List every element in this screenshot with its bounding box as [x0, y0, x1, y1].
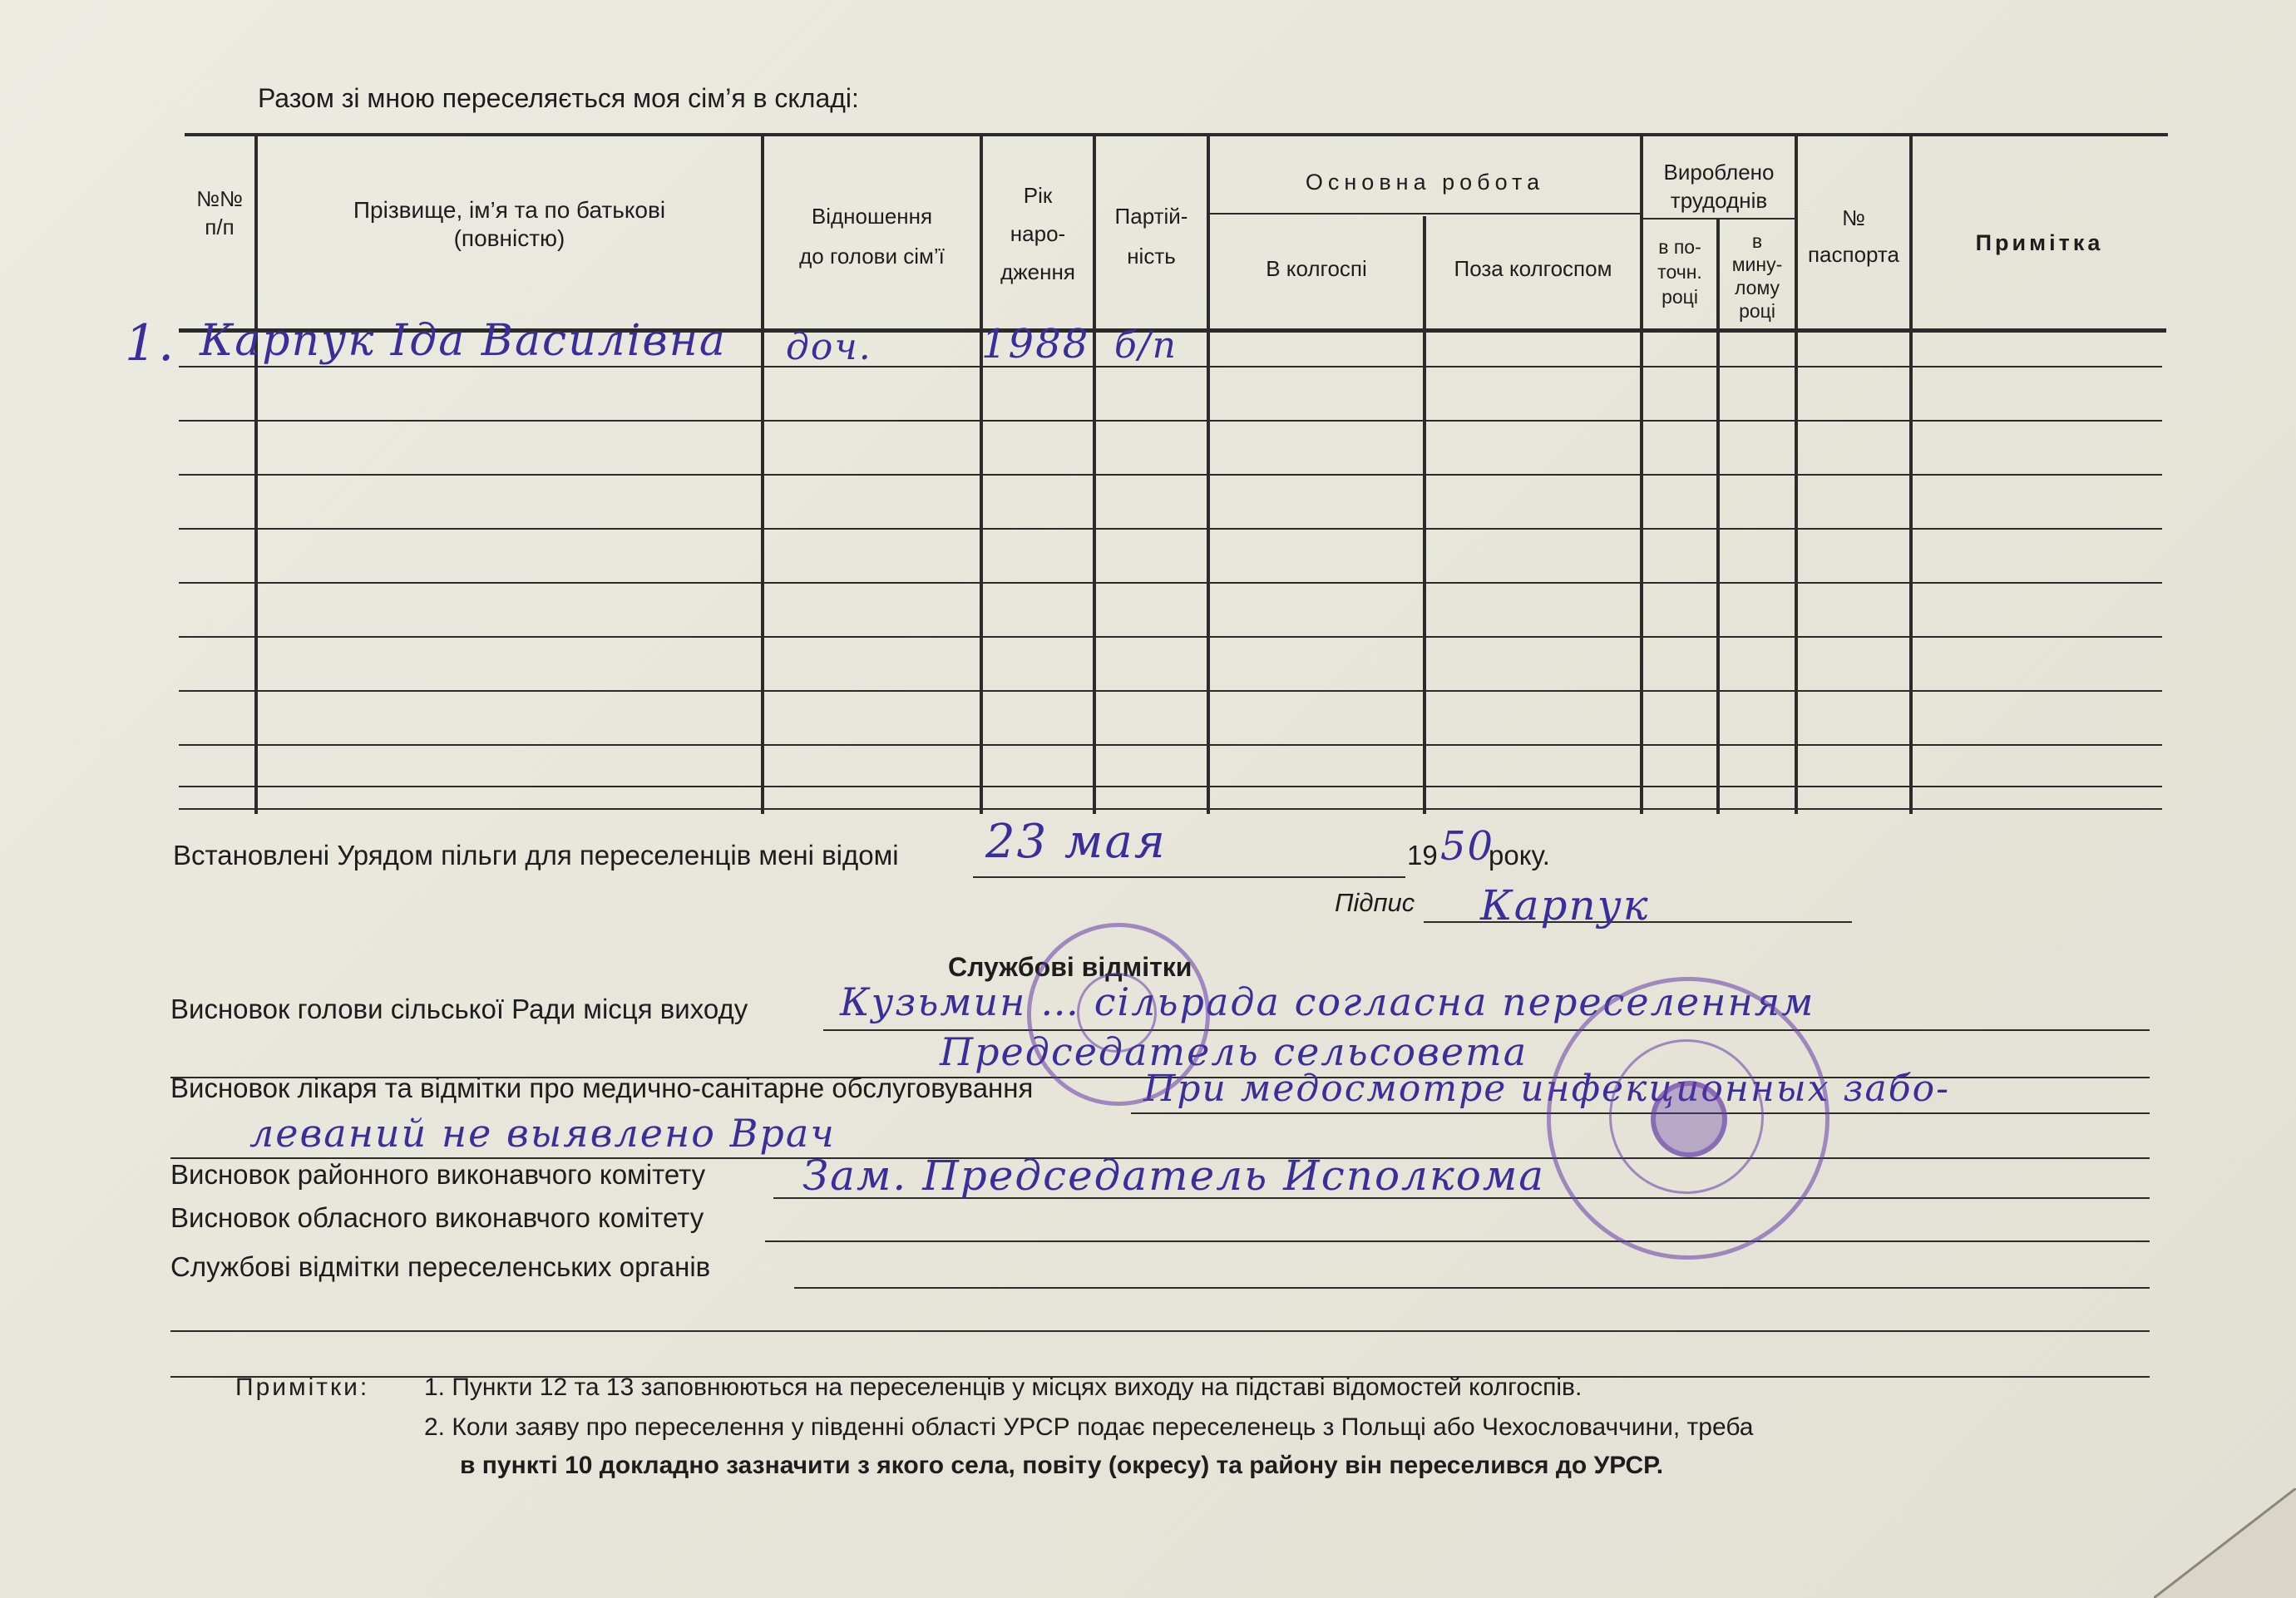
village-council-hand: Кузьмин … сільрада согласна переселенням	[840, 979, 1815, 1024]
note-1: 1. Пункти 12 та 13 заповнюються на переселенців у місцях виходу на підставі відомостей колгоспів.	[424, 1374, 1583, 1401]
row-line	[179, 474, 2162, 476]
row-line	[179, 582, 2162, 584]
form-line	[170, 1330, 2150, 1332]
village-council-label: Висновок голови сільської Ради місця виходу	[170, 994, 748, 1024]
district-label: Висновок районного виконавчого комітету	[170, 1159, 706, 1190]
row-line	[179, 528, 2162, 530]
row-line	[179, 786, 2162, 787]
signature-label: Підпис	[1335, 888, 1415, 917]
header-work-outside: Поза колгоспом	[1454, 256, 1612, 281]
header-workdays-current: в по- точн. році	[1657, 236, 1702, 308]
work-subheader-line	[1210, 213, 1642, 215]
doctor-hand-2: леваний не выявлено Врач	[249, 1111, 836, 1156]
folded-corner-icon	[2154, 1488, 2296, 1598]
notes-label: Примітки:	[235, 1374, 370, 1401]
round-seal-large	[1547, 977, 1829, 1260]
oblast-label: Висновок обласного виконавчого комітету	[170, 1202, 704, 1233]
header-work-group: Основна робота	[1305, 170, 1545, 195]
header-workdays-group: Вироблено трудоднів	[1663, 160, 1775, 213]
header-year: Рік наро- дження	[1000, 183, 1075, 284]
intro-text: Разом зі мною переселяється моя сім’я в складі:	[258, 83, 859, 113]
seal-inner-ring	[1077, 973, 1157, 1053]
doctor-hand: При медосмотре инфекционных забо-	[1143, 1068, 1950, 1110]
year-prefix: 19	[1407, 840, 1438, 871]
note-2a: 2. Коли заяву про переселення у південні області УРСР подає переселенець з Польщі або Чехословаччини, треба	[424, 1413, 1754, 1441]
benefits-date: 23 мая	[985, 815, 1167, 869]
header-num: №№ п/п	[196, 186, 243, 239]
row-num: 1.	[125, 314, 176, 372]
benefits-text: Встановлені Урядом пільги для переселенців мені відомі	[173, 840, 899, 871]
form-line	[765, 1240, 2150, 1242]
header-passport: № паспорта	[1807, 205, 1900, 267]
row-line	[179, 420, 2162, 422]
note-2b: в пункті 10 докладно зазначити з якого села, повіту (окресу) та району він переселився до УРСР.	[460, 1452, 1664, 1479]
seal-emblem	[1651, 1081, 1727, 1157]
header-party: Партій- ність	[1114, 204, 1188, 269]
form-line	[794, 1287, 2150, 1289]
row-line	[179, 690, 2162, 692]
row-name: Карпук Іда Василівна	[200, 316, 727, 366]
header-relation: Відношення до голови сім’ї	[799, 204, 945, 269]
row-line	[179, 808, 2162, 810]
row-party: б/п	[1114, 324, 1178, 367]
col-line	[1423, 216, 1426, 814]
header-remark: Примітка	[1975, 230, 2104, 255]
row-relation: доч.	[786, 326, 872, 368]
village-council-hand-2: Председатель сельсовета	[940, 1029, 1528, 1074]
signature-value: Карпук	[1480, 881, 1650, 930]
round-seal-small	[1027, 923, 1210, 1106]
row-year: 1988	[981, 321, 1090, 367]
header-name: Прізвище, ім’я та по батькові (повністю)	[353, 197, 666, 251]
table-top-border	[185, 133, 2168, 136]
district-hand: Зам. Председатель Исполкома	[802, 1152, 1546, 1200]
header-work-kolhosp: В колгоспі	[1266, 256, 1367, 281]
header-workdays-last: в мину- лому році	[1731, 230, 1783, 322]
organs-label: Службові відмітки переселенських органів	[170, 1251, 711, 1282]
row-line	[179, 744, 2162, 746]
service-title: Службові відмітки	[948, 952, 1192, 982]
row-line	[179, 636, 2162, 638]
year-handwritten: 50	[1440, 823, 1495, 870]
doctor-label: Висновок лікаря та відмітки про медично-санітарне обслуговування	[170, 1073, 1034, 1103]
year-suffix: року.	[1489, 840, 1550, 871]
benefits-date-line	[973, 876, 1405, 878]
